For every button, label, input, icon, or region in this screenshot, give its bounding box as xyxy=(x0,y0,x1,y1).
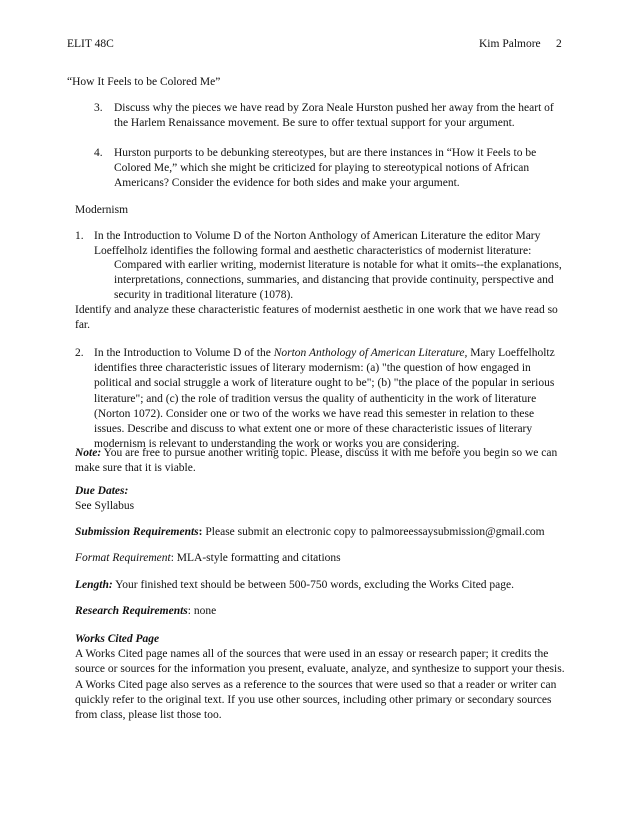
note-text: You are free to pursue another writing topic. Please, discuss it with me before you begin so we can make sure that it is viable. xyxy=(75,447,558,475)
modernism-title: Modernism xyxy=(75,204,129,216)
note-paragraph xyxy=(75,446,565,476)
submission-colon: : xyxy=(198,526,203,538)
modernism-item-2-text xyxy=(94,346,564,452)
format-label: Format Requirement xyxy=(75,552,171,564)
submission-paragraph xyxy=(75,525,575,540)
submission-text: Please submit an electronic copy to palmoreessaysubmission@gmail.com xyxy=(202,526,545,538)
research-text: : none xyxy=(187,605,217,617)
due-dates-text: See Syllabus xyxy=(75,500,135,513)
hurston-item-3-number: 3. xyxy=(94,102,103,114)
length-label: Length: xyxy=(75,579,113,591)
submission-label: Submission Requirements xyxy=(75,526,199,538)
modernism-quote: Compared with earlier writing, modernist literature is notable for what it omits--the explanations, interpretations, connections, summaries, and distancing that provide continuity, perspective and security in traditional literature (1078). xyxy=(114,259,562,302)
modernism-item-2-text-before: In the Introduction to Volume D of the xyxy=(94,347,274,359)
note-label: Note: xyxy=(75,447,102,459)
modernism-item-1-followup: Identify and analyze these characteristic features of modernist aesthetic in one work that we have read so far. xyxy=(75,304,558,332)
works-cited-text: A Works Cited page names all of the sources that were used in an essay or research paper; it credits the source or sources for the information you present, evaluate, analyze, and synthesize to support your thesis. A Works Cited page also serves as a reference to the sources that were used so that a reader or writer can quickly refer to the original text. If you use other sources, including other primary or secondary sources from class, please list those too. xyxy=(75,648,565,722)
modernism-item-1-text: In the Introduction to Volume D of the Norton Anthology of American Literature the editor Mary Loeffelholz identifies the following formal and aesthetic characteristics of modernist literature: xyxy=(94,230,541,258)
length-paragraph xyxy=(75,578,575,593)
hurston-item-4-number: 4. xyxy=(94,147,103,159)
header-author: Kim Palmore xyxy=(479,38,541,50)
works-cited-label: Works Cited Page xyxy=(75,633,160,645)
hurston-title: “How It Feels to be Colored Me” xyxy=(67,76,221,88)
hurston-item-4-text: Hurston purports to be debunking stereotypes, but are there instances in “How it Feels to be Colored Me,” which she might be criticized for playing to stereotypical notions of African Americans? Consider the evidence for both sides and make your argument. xyxy=(114,147,537,190)
length-text: Your finished text should be between 500-750 words, excluding the Works Cited page. xyxy=(112,579,515,591)
modernism-item-2-number: 2. xyxy=(75,347,84,359)
modernism-item-1-number: 1. xyxy=(75,230,84,242)
due-dates-label: Due Dates: xyxy=(75,485,129,497)
header-course: ELIT 48C xyxy=(67,38,114,50)
research-label: Research Requirements xyxy=(75,605,188,617)
hurston-item-3-text: Discuss why the pieces we have read by Zora Neale Hurston pushed her away from the heart of the Harlem Renaissance movement. Be sure to offer textual support for your argument. xyxy=(114,102,554,130)
norton-anthology-title: Norton Anthology of American Literature, xyxy=(273,347,468,359)
format-text: : MLA-style formatting and citations xyxy=(170,552,341,564)
modernism-item-2-text-after: Mary Loeffelholtz identifies three characteristic issues of literary modernism: (a) "the question of how engaged in political and social struggle a work of literature ought to be"; (b) "the place of the popular in serious literature"; and (c) the role of tradition versus the quality of authenticity in the work of literature (Norton 1072). Consider one or two of the works we have read this semester in relation to these issues. Describe and discuss to what extent one or more of these characteristic issues of literary modernism is relevant to understanding the work or works you are considering. xyxy=(94,347,555,451)
format-paragraph xyxy=(75,551,575,566)
works-cited-section xyxy=(75,632,567,723)
research-paragraph xyxy=(75,604,575,619)
header-page-number: 2 xyxy=(556,38,562,50)
due-dates-section xyxy=(75,484,575,514)
